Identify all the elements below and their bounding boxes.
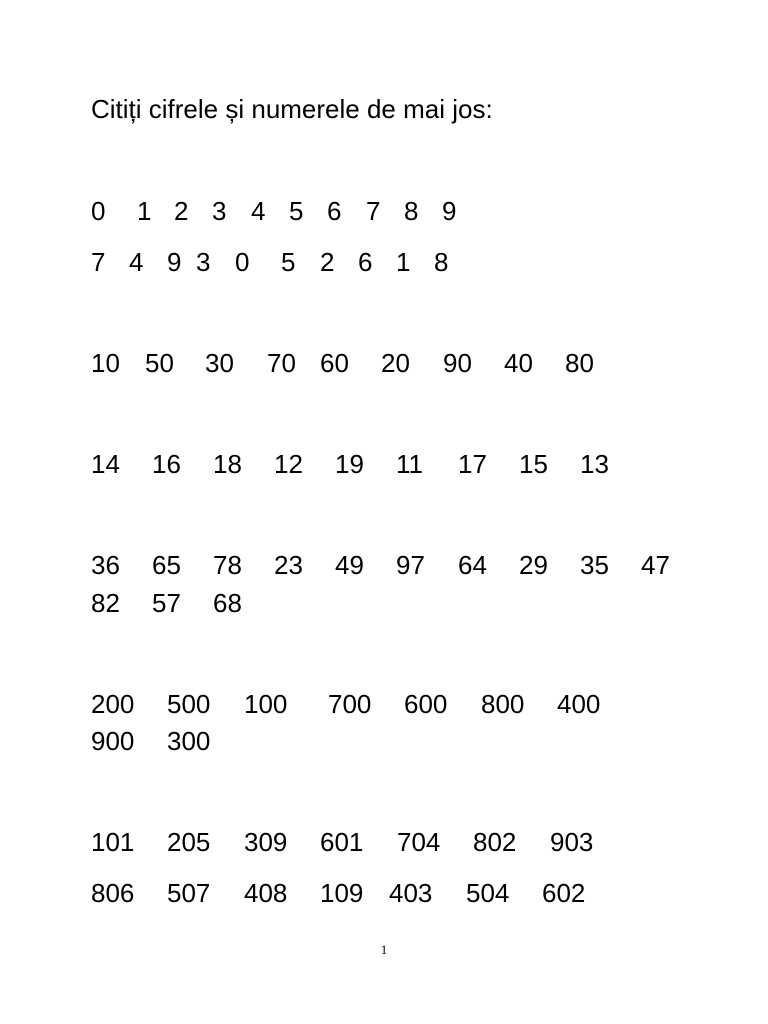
- number: 602: [542, 878, 586, 908]
- number: 16: [152, 449, 181, 479]
- number: 57: [152, 588, 181, 618]
- number: 1: [396, 247, 411, 277]
- number: 3: [196, 247, 211, 277]
- number: 300: [167, 726, 211, 756]
- number: 64: [458, 550, 487, 580]
- number: 15: [519, 449, 548, 479]
- number: 12: [274, 449, 303, 479]
- number: 29: [519, 550, 548, 580]
- number-row: [91, 724, 731, 758]
- number: 78: [213, 550, 242, 580]
- number: 806: [91, 878, 135, 908]
- number: 500: [167, 689, 211, 719]
- number: 82: [91, 588, 120, 618]
- number: 6: [327, 196, 342, 226]
- number-row: [91, 346, 731, 380]
- number: 8: [434, 247, 449, 277]
- number: 2: [174, 196, 189, 226]
- number: 18: [213, 449, 242, 479]
- number: 1: [137, 196, 152, 226]
- number: 68: [213, 588, 242, 618]
- number: 9: [442, 196, 457, 226]
- number: 4: [251, 196, 266, 226]
- number: 601: [320, 827, 364, 857]
- number: 13: [580, 449, 609, 479]
- number: 4: [129, 247, 144, 277]
- number-row: [91, 194, 731, 228]
- number: 47: [641, 550, 670, 580]
- number: 11: [396, 449, 423, 479]
- number: 100: [244, 689, 288, 719]
- number: 109: [320, 878, 364, 908]
- number: 600: [404, 689, 448, 719]
- number-row: [91, 447, 731, 481]
- number: 2: [320, 247, 335, 277]
- number: 14: [91, 449, 120, 479]
- number: 50: [145, 348, 174, 378]
- number: 800: [481, 689, 525, 719]
- number: 8: [404, 196, 419, 226]
- number: 0: [235, 247, 250, 277]
- number: 802: [473, 827, 517, 857]
- number: 60: [320, 348, 349, 378]
- number: 507: [167, 878, 211, 908]
- number: 903: [550, 827, 594, 857]
- number: 80: [565, 348, 594, 378]
- number: 97: [396, 550, 425, 580]
- number: 101: [91, 827, 135, 857]
- number: 20: [381, 348, 410, 378]
- number: 205: [167, 827, 211, 857]
- number: 40: [504, 348, 533, 378]
- number: 7: [91, 247, 106, 277]
- number: 35: [580, 550, 609, 580]
- number-row: [91, 687, 731, 721]
- number: 5: [289, 196, 304, 226]
- number: 408: [244, 878, 288, 908]
- number: 700: [328, 689, 372, 719]
- number: 0: [91, 196, 106, 226]
- number-row: [91, 825, 731, 859]
- number: 504: [466, 878, 510, 908]
- number-row: [91, 548, 731, 582]
- number: 90: [443, 348, 472, 378]
- number: 10: [91, 348, 120, 378]
- number: 3: [212, 196, 227, 226]
- number: 704: [397, 827, 441, 857]
- number-row: [91, 876, 731, 910]
- number: 403: [389, 878, 433, 908]
- number: 49: [335, 550, 364, 580]
- number: 400: [557, 689, 601, 719]
- number: 200: [91, 689, 135, 719]
- page-number: 1: [380, 942, 388, 957]
- number-row: [91, 245, 731, 279]
- page-title: Citiți cifrele și numerele de mai jos:: [91, 94, 493, 124]
- number: 6: [358, 247, 373, 277]
- number: 17: [458, 449, 487, 479]
- number: 36: [91, 550, 120, 580]
- number: 70: [267, 348, 296, 378]
- number-row: [91, 586, 731, 620]
- number: 19: [335, 449, 364, 479]
- number: 30: [205, 348, 234, 378]
- number: 9: [167, 247, 182, 277]
- number: 7: [366, 196, 381, 226]
- number: 309: [244, 827, 288, 857]
- number: 65: [152, 550, 181, 580]
- number: 23: [274, 550, 303, 580]
- number: 900: [91, 726, 135, 756]
- number: 5: [281, 247, 296, 277]
